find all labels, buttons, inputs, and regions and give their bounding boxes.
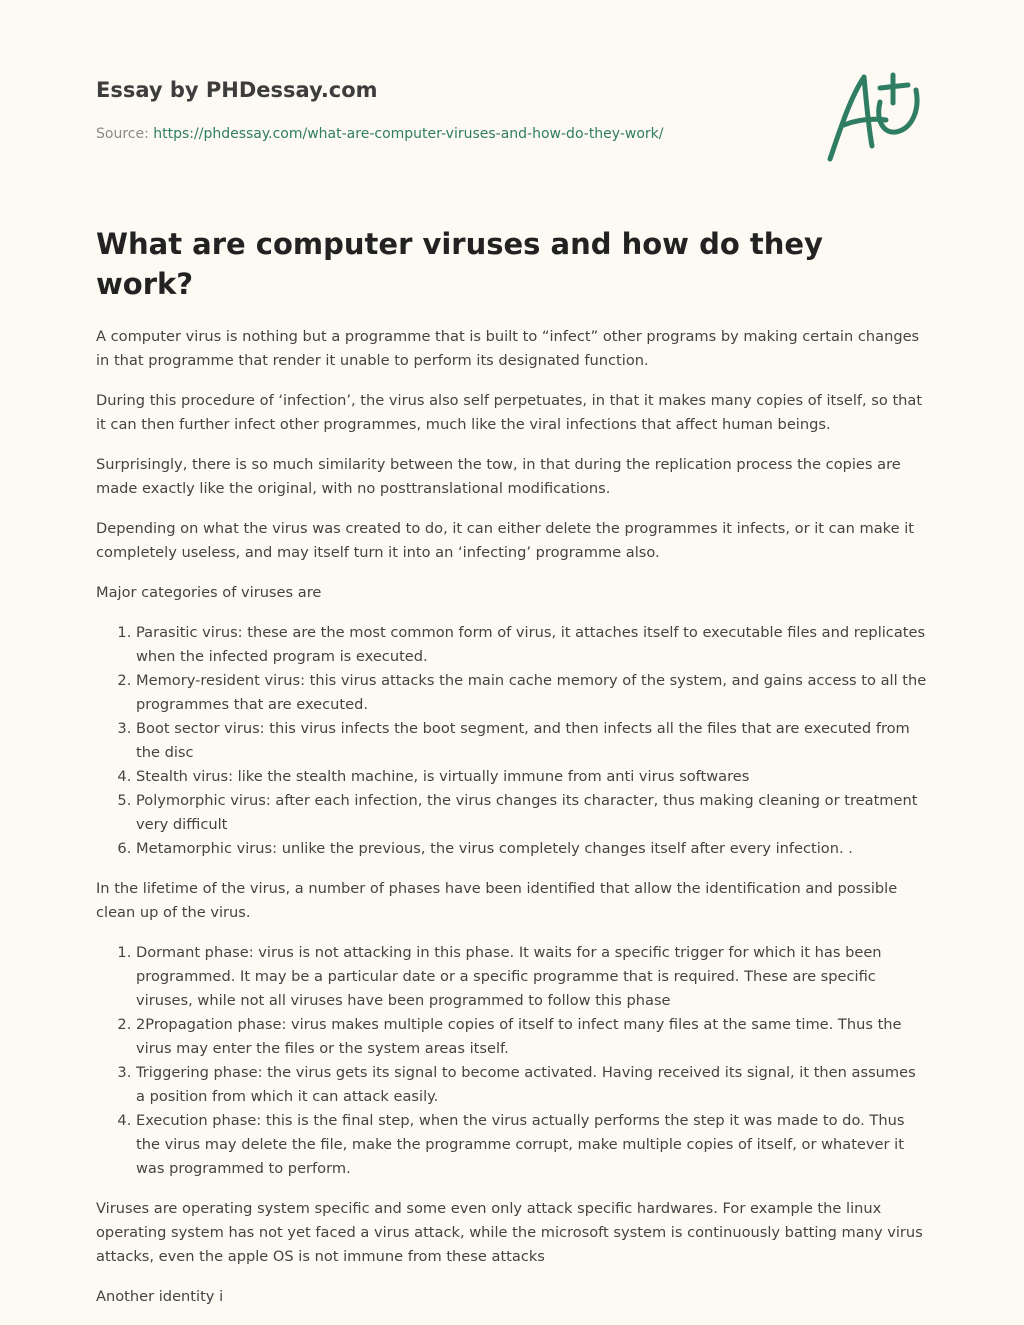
source-label: Source:	[96, 126, 149, 142]
source-link[interactable]: https://phdessay.com/what-are-computer-viruses-and-how-do-they-work/	[153, 126, 664, 142]
list-item: 1. Dormant phase: virus is not attacking in this phase. It waits for a specific trigger for which it has been programmed. It may be a particular date or a specific programme that is required. These are specific viruses, while not all viruses have been programmed to follow this phase	[136, 941, 928, 1013]
virus-phases-list	[96, 941, 928, 1181]
list-item: 2. Memory-resident virus: this virus attacks the main cache memory of the system, and gains access to all the programmes that are executed.	[136, 669, 928, 717]
categories-heading: Major categories of viruses are	[96, 584, 322, 601]
list-item: 4. Execution phase: this is the final step, when the virus actually performs the step it was made to do. Thus the virus may delete the file, make the programme corrupt, make multiple copies of itself, or whatever it was programmed to perform.	[136, 1109, 928, 1181]
article-title: What are computer viruses and how do they work?	[96, 227, 823, 301]
paragraph: In the lifetime of the virus, a number of phases have been identified that allow the identification and possible clean up of the virus.	[96, 880, 898, 921]
paragraph-truncated: Another identity i	[96, 1288, 224, 1305]
list-item: 6. Metamorphic virus: unlike the previous, the virus completely changes itself after every infection. .	[136, 837, 928, 861]
paragraph: A computer virus is nothing but a programme that is built to “infect” other programs by making certain changes in that programme that render it unable to perform its designated function.	[96, 328, 920, 369]
list-item: 3. Boot sector virus: this virus infects the boot segment, and then infects all the files that are executed from the disc	[136, 717, 928, 765]
list-item: 2. 2Propagation phase: virus makes multiple copies of itself to infect many files at the same time. Thus the virus may enter the files or the system areas itself.	[136, 1013, 928, 1061]
list-item: 4. Stealth virus: like the stealth machine, is virtually immune from anti virus softwares	[136, 765, 928, 789]
list-item: 5. Polymorphic virus: after each infection, the virus changes its character, thus making cleaning or treatment very difficult	[136, 789, 928, 837]
paragraph: Surprisingly, there is so much similarity between the tow, in that during the replication process the copies are made exactly like the original, with no posttranslational modifications.	[96, 456, 901, 497]
list-item: 1. Parasitic virus: these are the most common form of virus, it attaches itself to executable files and replicates when the infected program is executed.	[136, 621, 928, 669]
site-title: Essay by PHDessay.com	[96, 78, 378, 102]
paragraph: Viruses are operating system specific and some even only attack specific hardwares. For example the linux operating system has not yet faced a virus attack, while the microsoft system is continuously batting many virus attacks, even the apple OS is not immune from these attacks	[96, 1200, 923, 1265]
paragraph: Depending on what the virus was created to do, it can either delete the programmes it infects, or it can make it completely useless, and may itself turn it into an ‘infecting’ programme also.	[96, 520, 914, 561]
list-item: 3. Triggering phase: the virus gets its signal to become activated. Having received its signal, it then assumes a position from which it can attack easily.	[136, 1061, 928, 1109]
source-line	[96, 124, 663, 144]
paragraph: During this procedure of ‘infection’, the virus also self perpetuates, in that it makes many copies of itself, so that it can then further infect other programmes, much like the viral infections that affect human beings.	[96, 392, 923, 433]
article	[96, 224, 928, 1325]
a-plus-logo-icon	[824, 68, 928, 164]
virus-categories-list	[96, 621, 928, 861]
